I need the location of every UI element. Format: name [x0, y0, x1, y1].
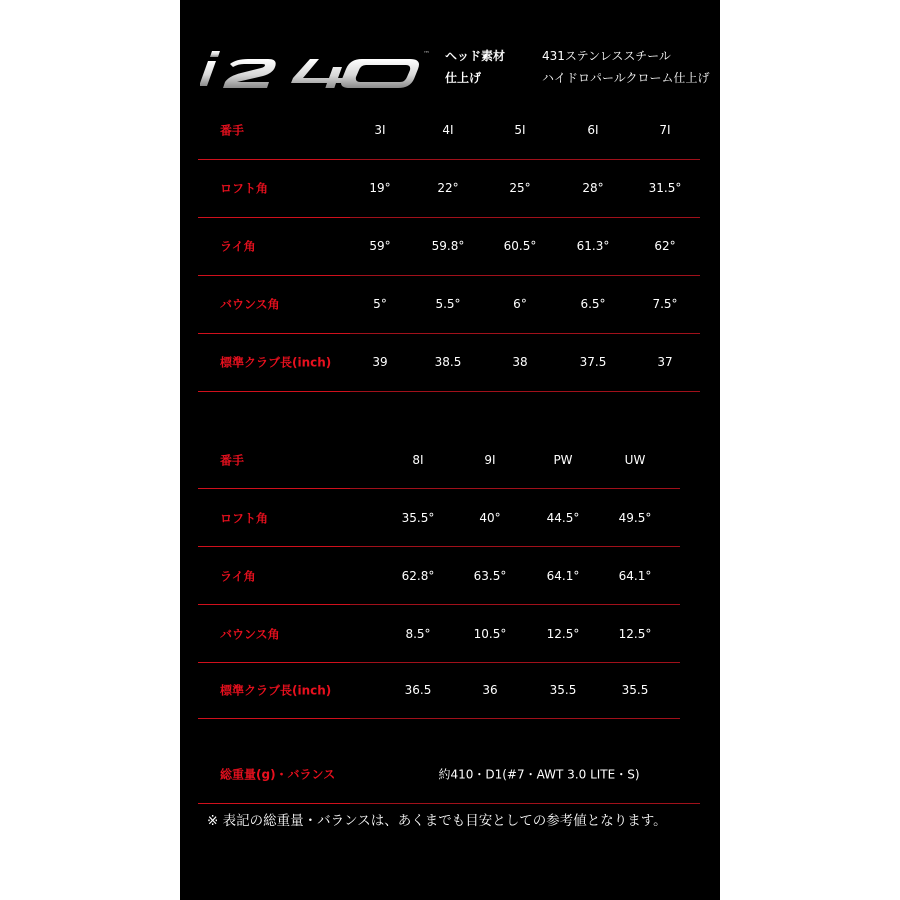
table-upper-divider	[198, 333, 700, 334]
table-lower-divider	[198, 662, 680, 663]
table-lower-cell-lie: 64.1°	[618, 569, 652, 583]
table-lower-divider	[198, 718, 680, 719]
table-upper-cell-loft: 31.5°	[648, 181, 682, 195]
table-upper-cell-loft: 28°	[582, 181, 604, 195]
table-lower-cell-loft: 49.5°	[618, 511, 652, 525]
table-lower-cell-length: 35.5	[621, 683, 649, 697]
table-lower-label-lie: ライ角	[220, 569, 256, 584]
table-lower-cell-bounce: 12.5°	[618, 627, 652, 641]
table-lower-cell-loft: 44.5°	[546, 511, 580, 525]
table-upper-label-bounce: バウンス角	[220, 297, 280, 312]
table-upper-cell-number: 4I	[442, 123, 454, 137]
table-upper-cell-number: 7I	[659, 123, 671, 137]
table-lower-cell-loft: 40°	[479, 511, 501, 525]
table-upper-cell-loft: 22°	[437, 181, 459, 195]
table-lower-cell-number: UW	[624, 453, 646, 467]
table-upper-cell-length: 38	[512, 355, 528, 369]
spec-value-material: 431ステンレススチール	[542, 49, 671, 63]
table-upper-cell-loft: 25°	[509, 181, 531, 195]
table-upper-cell-number: 3I	[374, 123, 386, 137]
weight-value: 約410・D1(#7・AWT 3.0 LITE・S)	[438, 767, 640, 782]
table-upper-label-length: 標準クラブ長(inch)	[220, 355, 332, 370]
table-lower-cell-loft: 35.5°	[401, 511, 435, 525]
i240-logo	[200, 48, 430, 88]
table-lower-label-bounce: バウンス角	[220, 627, 280, 642]
table-upper-cell-length: 39	[372, 355, 388, 369]
table-lower-cell-number: 8I	[412, 453, 424, 467]
table-upper-cell-number: 6I	[587, 123, 599, 137]
table-upper-cell-number: 5I	[514, 123, 526, 137]
table-upper-divider	[198, 275, 700, 276]
table-lower-label-number: 番手	[220, 453, 245, 468]
table-lower-cell-bounce: 8.5°	[405, 627, 431, 641]
weight-label: 総重量(g)・バランス	[220, 767, 336, 782]
table-upper-cell-bounce: 7.5°	[652, 297, 678, 311]
trademark-mark: ™	[423, 50, 430, 58]
footnote: ※ 表記の総重量・バランスは、あくまでも目安としての参考値となります。	[207, 813, 667, 829]
spec-label-material: ヘッド素材	[445, 49, 506, 63]
logo-graphic	[200, 48, 426, 88]
table-lower-cell-lie: 63.5°	[473, 569, 507, 583]
table-upper-cell-loft: 19°	[369, 181, 391, 195]
table-lower-cell-bounce: 10.5°	[473, 627, 507, 641]
table-lower-label-length: 標準クラブ長(inch)	[220, 683, 332, 698]
table-lower-cell-length: 36	[482, 683, 498, 697]
table-upper-label-lie: ライ角	[220, 239, 256, 254]
table-lower-divider	[198, 604, 680, 605]
table-lower-divider	[198, 488, 680, 489]
table-lower-cell-lie: 62.8°	[401, 569, 435, 583]
table-lower-label-loft: ロフト角	[220, 511, 269, 526]
table-upper-cell-length: 37.5	[579, 355, 607, 369]
table-upper-divider	[198, 391, 700, 392]
table-upper-label-loft: ロフト角	[220, 181, 269, 196]
table-lower-cell-length: 35.5	[549, 683, 577, 697]
table-lower-cell-number: PW	[553, 453, 573, 467]
table-lower-cell-length: 36.5	[404, 683, 432, 697]
weight-divider	[198, 803, 700, 804]
table-upper-cell-length: 38.5	[434, 355, 462, 369]
spec-value-finish: ハイドロパールクローム仕上げ	[542, 71, 710, 85]
table-upper-cell-lie: 61.3°	[576, 239, 610, 253]
table-upper-cell-lie: 62°	[654, 239, 676, 253]
table-upper-label-number: 番手	[220, 123, 245, 138]
table-upper-cell-bounce: 5.5°	[435, 297, 461, 311]
spec-label-finish: 仕上げ	[445, 71, 482, 85]
table-upper-cell-length: 37	[657, 355, 673, 369]
table-lower-cell-number: 9I	[484, 453, 496, 467]
table-upper-cell-lie: 60.5°	[503, 239, 537, 253]
table-lower-divider	[198, 546, 680, 547]
table-lower-cell-lie: 64.1°	[546, 569, 580, 583]
table-upper-cell-lie: 59°	[369, 239, 391, 253]
table-upper-divider	[198, 217, 700, 218]
table-upper-cell-lie: 59.8°	[431, 239, 465, 253]
table-upper-cell-bounce: 6.5°	[580, 297, 606, 311]
table-lower-cell-bounce: 12.5°	[546, 627, 580, 641]
table-upper-cell-bounce: 6°	[513, 297, 527, 311]
table-upper-divider	[198, 159, 700, 160]
table-upper-cell-bounce: 5°	[373, 297, 387, 311]
